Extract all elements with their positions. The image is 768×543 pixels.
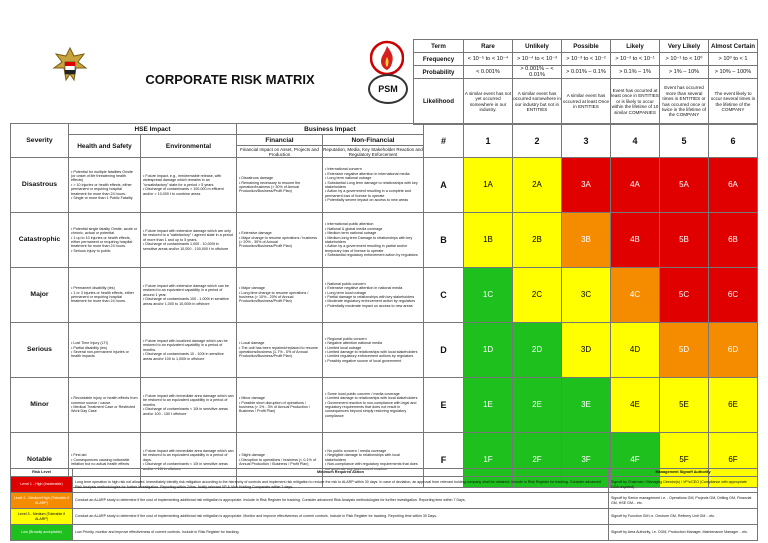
risk-cell: 6A (709, 158, 758, 213)
risk-cell: 3D (562, 323, 611, 378)
likelihood-description: Event has occurred more than several times in ENTITIES or has occurred once or twice in the lifetime of the COMPANY (660, 79, 709, 125)
frequency-cell: > 10⁻³ to < 10⁻² (562, 53, 611, 66)
signoff-authority: Signoff by Senior management i.e. , Operations GM, Projects GM, Drilling GM, Financial GM, HSE GM... etc. (609, 493, 758, 509)
legend-row (11, 493, 758, 509)
non-financial-impact: • Regional public concern • Negative attention national media • Limited local outrage • Limited damage to relationships with local stakeholders • Limited regulatory enforcement actions by regulators • Possibly negative source of local government (323, 323, 424, 378)
likelihood-description: A similar event has occurred at least Once in ENTITIES (562, 79, 611, 125)
likelihood-label: Likelihood (414, 79, 464, 125)
risk-cell: 2A (513, 158, 562, 213)
risk-cell: 5C (660, 268, 709, 323)
non-financial-impact: • Some local public concern / media coverage • Limited damage to relationships with local stakeholders • Government reaction to non-compliance with legal and regulatory requirements that does not result in consequences beyond simply restoring regulatory compliance (323, 378, 424, 433)
risk-cell: 1A (464, 158, 513, 213)
severity-header: Severity (11, 124, 69, 158)
term-cell: Rare (464, 40, 513, 53)
signoff-authority: Signoff by Chairman / Managing Director(s) / VP's/CEO (Compliance with appropriate DOA required) (609, 477, 758, 493)
environmental-impact: • Future impact with immediate area damage which can be restored to an equivalent capability in a period of months. • Discharge of contaminants < 10t in sensitive areas and/or 100 - 150 t offshore (141, 378, 237, 433)
financial-impact: • Major damage • Long time change to resume operations / business (> 10% - 20% of Annual Production/Business/Profit Plan) (237, 268, 323, 323)
severity-level: A (424, 158, 464, 213)
required-action: Conduct an ALARP study to determine if the cost of implementing additional risk mitigation is appropriate. Include in Risk Register for tracking. Consider advanced Risk Analysis methodologies for further investigation. Reporting time within 7 Days. (73, 493, 609, 509)
risk-cell: 3A (562, 158, 611, 213)
likelihood-number: 2 (513, 124, 562, 158)
likelihood-number: 6 (709, 124, 758, 158)
severity-row (11, 158, 758, 213)
term-cell: Almost Certain (709, 40, 758, 53)
likelihood-table (413, 39, 758, 125)
risk-cell: 5E (660, 378, 709, 433)
probability-cell: > 0.1% – 1% (611, 66, 660, 79)
risk-cell: 4C (611, 268, 660, 323)
severity-level: D (424, 323, 464, 378)
probability-cell: > 1% – 10% (660, 66, 709, 79)
frequency-cell: < 10⁻⁵ to < 10⁻⁴ (464, 53, 513, 66)
legend-row (11, 477, 758, 493)
environmental-header: Environmental (141, 135, 237, 158)
risk-cell: 1C (464, 268, 513, 323)
required-action: Conduct an ALARP study to determine if the cost of implementing additional risk mitigation is appropriate. Monitor and improve effectiveness of current controls. Include in Risk Register for tracking. Reporting time within 30 Days. (73, 509, 609, 525)
row-label: Term (414, 40, 464, 53)
risk-cell: 2F (513, 433, 562, 488)
health-safety-impact: • Potential single fatality Onsite, acute or chronic, actual or potential. • 1 up to 10 injuries or health effects, either permanent or requiring hospital treatment for more than 24 hours. • Serious injury to public (69, 213, 141, 268)
flame-logo-icon (370, 40, 404, 76)
probability-cell: > 10% – 100% (709, 66, 758, 79)
risk-cell: 6D (709, 323, 758, 378)
probability-cell: > 0.01% – 0.1% (562, 66, 611, 79)
health-safety-impact: • First aid • Consequences causing noticeable irritation but no actual health effects (69, 433, 141, 488)
risk-cell: 6E (709, 378, 758, 433)
non-financial-impact: • No public concern / media coverage • Negligible damage to relationships with local stakeholders • Non-compliance with regulatory requirements that does not generate any government reaction (323, 433, 424, 488)
severity-label: Notable (11, 433, 69, 488)
severity-row (11, 213, 758, 268)
severity-label: Serious (11, 323, 69, 378)
likelihood-description: A similar event has not yet occurred somewhere in our industry. (464, 79, 513, 125)
impact-group-row (11, 124, 758, 135)
severity-level: C (424, 268, 464, 323)
risk-cell: 2C (513, 268, 562, 323)
likelihood-number: 3 (562, 124, 611, 158)
severity-label: Major (11, 268, 69, 323)
risk-level-legend (10, 468, 758, 541)
financial-impact: • Slight damage • Disruption to operations / business (< 0-1% of Annual Production / Business / Profit Plan) (237, 433, 323, 488)
risk-cell: 2D (513, 323, 562, 378)
risk-cell: 3C (562, 268, 611, 323)
frequency-row (414, 53, 758, 66)
risk-level-key: Level 3 - Medium (Tolerable if ALARP) (11, 509, 73, 525)
risk-cell: 1D (464, 323, 513, 378)
frequency-cell: > 10⁻¹ to < 10⁰ (660, 53, 709, 66)
probability-row (414, 66, 758, 79)
financial-impact: • Local damage • The unit has been repaired/replaced to resume operations/business (1-7% - 5% of Annual Production/Business/Profit Plan) (237, 323, 323, 378)
likelihood-description: Event has occurred at least once in ENTITIES or is likely to occur within the lifetime of 10 similar COMPANIES (611, 79, 660, 125)
financial-header: Financial (237, 135, 323, 146)
risk-cell: 6C (709, 268, 758, 323)
environmental-impact: • Future impact with extensive damage which can be restored to an equivalent capability in a period of around 1 year. • Discharge of contaminants 100 - 1,000t in sensitive areas and/or 1,000 to 10,000t in offshore (141, 268, 237, 323)
legend-header: Management Signoff Authority (609, 469, 758, 477)
risk-cell: 6B (709, 213, 758, 268)
severity-level: E (424, 378, 464, 433)
risk-cell: 4B (611, 213, 660, 268)
health-safety-impact: • Potential for multiple fatalities Onsite (or onset of life threatening health effects) • > 10 injuries or health effects, either permanent or requiring hospital treatment for more than 24 hours. • Single or more than 1 Public Fatality (69, 158, 141, 213)
risk-cell: 5F (660, 433, 709, 488)
term-row (414, 40, 758, 53)
risk-level-key: Low (Broadly acceptable) (11, 525, 73, 541)
term-cell: Very Likely (660, 40, 709, 53)
page-title: CORPORATE RISK MATRIX (145, 72, 315, 87)
health-safety-impact: • Recordable injury or health effects from common source / cause. • Medical Treatment Case or Restricted Work Day Case (69, 378, 141, 433)
severity-row (11, 378, 758, 433)
risk-cell: 1B (464, 213, 513, 268)
health-safety-impact: • Lost Time Injury (LTI) • Partial disability (ies) • Several non-permanent injuries or health impacts (69, 323, 141, 378)
risk-cell: 1F (464, 433, 513, 488)
likelihood-description: The event likely to occur several times in the lifetime of the COMPANY (709, 79, 758, 125)
risk-cell: 2B (513, 213, 562, 268)
health-safety-impact: • Permanent disability (ies) • 1 or 3 injuries or health effects, either permanent or requiring hospital treatment for more than 24 hours. (69, 268, 141, 323)
severity-level: F (424, 433, 464, 488)
likelihood-number: 5 (660, 124, 709, 158)
risk-matrix (10, 123, 758, 488)
risk-cell: 3B (562, 213, 611, 268)
severity-row (11, 268, 758, 323)
risk-level-key: Level 2 - Medium/High (Tolerable if ALARP) (11, 493, 73, 509)
risk-cell: 1E (464, 378, 513, 433)
legend-row (11, 509, 758, 525)
likelihood-number: 4 (611, 124, 660, 158)
legend-header-row (11, 469, 758, 477)
severity-level: B (424, 213, 464, 268)
risk-cell: 3F (562, 433, 611, 488)
legend-header: Risk Level (11, 469, 73, 477)
term-cell: Unlikely (513, 40, 562, 53)
non-financial-impact: • National public concern • Extensive negative attention in national media • Long term local outrage • Partial damage to relationships with key stakeholders • Moderate regulatory enforcement action by regulators • Potentially moderate impact on access to new areas (323, 268, 424, 323)
severity-label: Catastrophic (11, 213, 69, 268)
required-action: Long term operation is high risk not allowed. Immediately identify risk mitigation according to the hierarchy of controls and implement risk mitigation to reduce the risk to ALARP within 30 days. In case of deviation, an approval from relevant holding company shall be obtained. Include in Risk Register for tracking. Consider advanced Risk Analysis methodologies for further investigation. Reporting within 24hrs. Notify relevant VP & Vice Holding Companies within 7 days. (73, 477, 609, 493)
severity-label: Minor (11, 378, 69, 433)
hash-header: # (424, 124, 464, 158)
non-financial-impact: • International concern • Extensive negative attention in international media • Long term national outrage • Substantial Long term damage to relationships with key stakeholders • Action by a government resulting in a complete and permanent loss of license to operate • Potentially severe impact on access to new areas (323, 158, 424, 213)
risk-cell: 5B (660, 213, 709, 268)
environmental-impact: • Future impact with extensive damage which are only be restored to a "satisfactory" / agreed state in a period of more than 1 and up to 5 years. • Discharge of contaminants 1,000 - 10,000t in sensitive areas and/or 10,000 - 100,000 t in offshore (141, 213, 237, 268)
likelihood-description-row (414, 79, 758, 125)
required-action: Low Priority, monitor and improve effectiveness of current controls. Include in Risk Register for tracking. (73, 525, 609, 541)
financial-impact: • Disastrous damage • Remaining necessary to resume the operation/business (> 30% of Annual Production/Business/Profit Plan) (237, 158, 323, 213)
term-cell: Likely (611, 40, 660, 53)
psm-logo: PSM (368, 74, 408, 104)
row-label: Frequency (414, 53, 464, 66)
legend-row (11, 525, 758, 541)
non-financial-header: Non-Financial (323, 135, 424, 146)
risk-cell: 3E (562, 378, 611, 433)
signoff-authority: Signoff by Area Authority, i.e. OGM, Production Manager, Maintenance Manager ...etc. (609, 525, 758, 541)
likelihood-number: 1 (464, 124, 513, 158)
eagle-emblem-icon (48, 44, 92, 88)
risk-cell: 4E (611, 378, 660, 433)
environmental-impact: • Future impact with localized damage which can be restored to an equivalent capability in a period of months. • Discharge of contaminants 10 - 100t in sensitive areas and/or 100 to 1,000t in offshore (141, 323, 237, 378)
risk-cell: 5D (660, 323, 709, 378)
term-cell: Possible (562, 40, 611, 53)
likelihood-description: A similar event has occurred somewhere in our industry but not in ENTITIES (513, 79, 562, 125)
financial-subheader: Financial Impact on Asset, Projects and Production (237, 146, 323, 158)
severity-label: Disastrous (11, 158, 69, 213)
signoff-authority: Signoff by Function GM i.e. Onshore GM, Refinery Unit GM ...etc. (609, 509, 758, 525)
non-financial-subheader: Reputation, Media, Key Stakeholder Reaction and Regulatory Enforcement (323, 146, 423, 157)
frequency-cell: > 10⁰ to < 1 (709, 53, 758, 66)
non-financial-impact: • International public attention • National & global media coverage • Medium term national outrage • Medium-long term Damage to relationships with key stakeholders • Action by a government resulting in partial and/or temporary loss of license to operate • Substantial regulatory enforcement action by regulators (323, 213, 424, 268)
risk-cell: 4F (611, 433, 660, 488)
risk-cell: 6F (709, 433, 758, 488)
financial-impact: • Extensive damage • Major change to resume operations / business (> 20% - 30% of Annual Production/Business/Profit Plan) (237, 213, 323, 268)
probability-cell: < 0.001% (464, 66, 513, 79)
environmental-impact: • Future impact, e.g., irredeemable release, with widespread damage which remains in an "unsatisfactory" state for a period > 5 years. • Discharge of contaminants > 100,000 m effluent and/or > 10,000 t to combine areas (141, 158, 237, 213)
legend-header: Minimum Required Action (73, 469, 609, 477)
business-impact-header: Business Impact (237, 124, 424, 135)
risk-cell: 2E (513, 378, 562, 433)
risk-cell: 5A (660, 158, 709, 213)
frequency-cell: > 10⁻⁴ to < 10⁻³ (513, 53, 562, 66)
financial-impact: • Minor damage • Possible short disruption of operations / business (> 1% - 3% of Annual Production / Business / Profit Plan) (237, 378, 323, 433)
risk-cell: 4A (611, 158, 660, 213)
health-safety-header: Health and Safety (69, 135, 141, 158)
frequency-cell: > 10⁻² to < 10⁻¹ (611, 53, 660, 66)
probability-cell: > 0.001% – < 0.01% (513, 66, 562, 79)
severity-row (11, 323, 758, 378)
risk-cell: 4D (611, 323, 660, 378)
hse-impact-header: HSE Impact (69, 124, 237, 135)
environmental-impact: • Future impact with immediate area damage which can be restored to an equivalent capability in a period of days. • Discharge of contaminants < 10t in sensitive areas and/or < 10t in offshore (141, 433, 237, 488)
row-label: Probability (414, 66, 464, 79)
risk-level-key: Level 1 - High (Intolerable) (11, 477, 73, 493)
